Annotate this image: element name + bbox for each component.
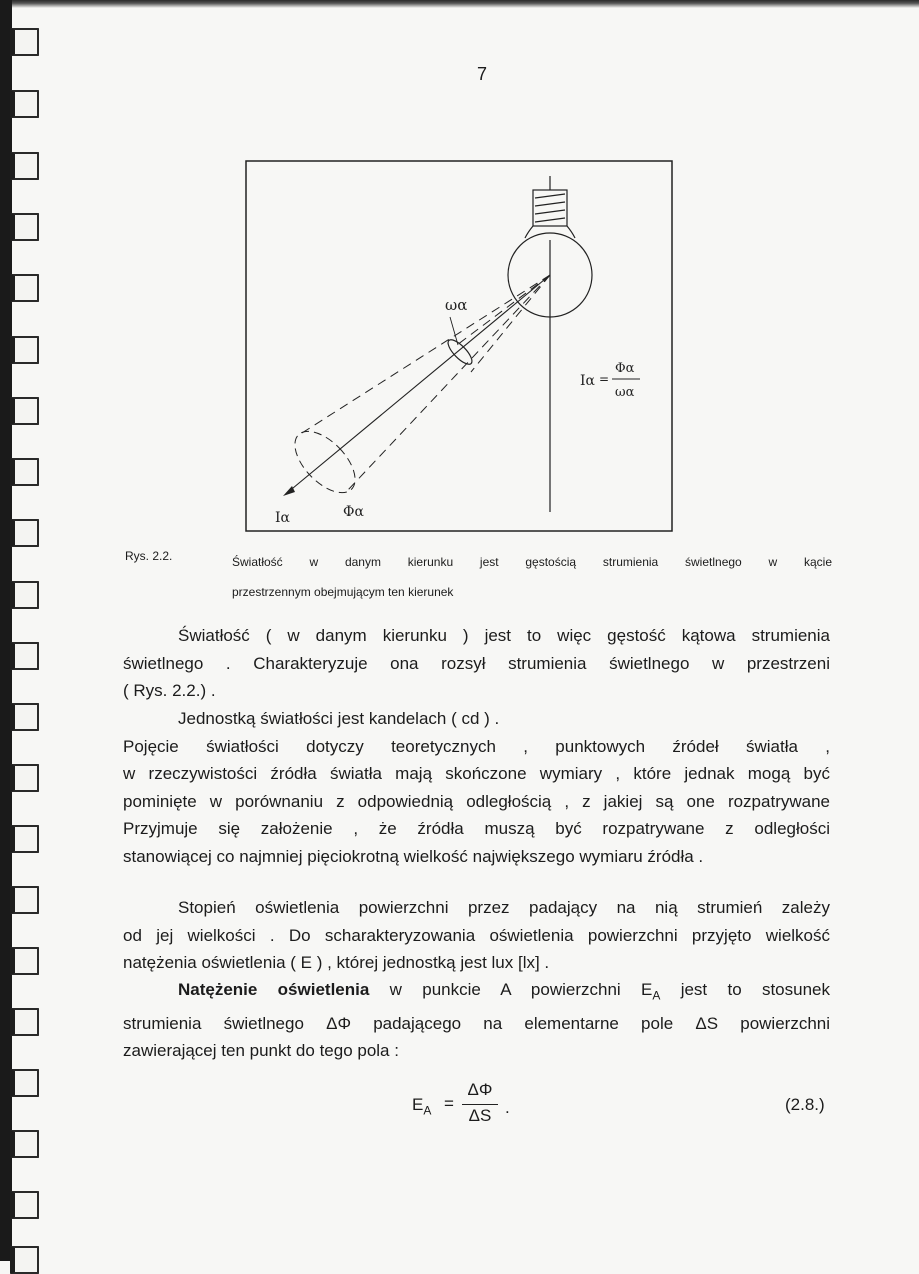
text-line: Światłość ( w danym kierunku ) jest to więc gęstość kątowa strumienia <box>178 626 830 645</box>
equation-illuminance <box>412 1080 522 1130</box>
binding-ring <box>6 636 40 670</box>
equation-number: (2.8.) <box>785 1095 825 1114</box>
bold-term: Natężenie oświetlenia <box>178 980 370 999</box>
text-line: od jej wielkości . Do scharakteryzowania oświetlenia powierzchni przyjęto wielkość <box>123 925 830 945</box>
binding-ring <box>6 819 40 853</box>
binding-ring <box>6 758 40 792</box>
binding-ring <box>6 146 40 180</box>
paragraph-illuminance-definition <box>123 976 830 1065</box>
text-line: strumienia świetlnego ΔΦ padającego na elementarne pole ΔS powierzchni <box>123 1013 830 1033</box>
caption-line: przestrzennym obejmującym ten kierunek <box>232 585 454 599</box>
text-line: stanowiącej co najmniej pięciokrotną wielkość największego wymiaru źródła . <box>123 846 704 866</box>
label-phi-alpha: Φα <box>343 504 364 520</box>
binding-ring <box>6 513 40 547</box>
binding-ring <box>6 1124 40 1158</box>
spiral-binding <box>0 0 46 1261</box>
caption-line: Światłość w danym kierunku jest gęstością strumienia świetlnego w kącie <box>232 555 832 569</box>
text-line: świetlnego . Charakteryzuje ona rozsył strumienia świetlnego w przestrzeni <box>123 653 830 673</box>
equation-trailing-dot: . <box>505 1098 510 1117</box>
text-line: natężenia oświetlenia ( E ) , której jednostką jest lux [lx] . <box>123 953 550 972</box>
svg-text:Φα: Φα <box>615 361 635 376</box>
figure-formula <box>580 361 640 400</box>
binding-ring <box>6 391 40 425</box>
paragraph-illumination <box>123 894 830 977</box>
equation-denominator: ΔS <box>468 1106 492 1125</box>
equation-equals: = <box>444 1094 454 1113</box>
text-line: ( Rys. 2.2.) . <box>123 681 216 700</box>
binding-ring <box>6 330 40 364</box>
label-i-alpha: Iα <box>275 510 290 526</box>
fraction-bar <box>462 1104 498 1105</box>
paragraph-luminous-intensity <box>123 622 830 705</box>
paragraph-unit-candela <box>123 705 830 870</box>
equation-numerator: ΔΦ <box>467 1080 493 1099</box>
binding-ring <box>6 84 40 118</box>
text-line: w rzeczywistości źródła światła mają skończone wymiary , które jednak mogą być <box>123 764 830 783</box>
text-line: pominięte w porównaniu z odpowiednią odległością , z jakiej są one rozpatrywane <box>123 791 830 811</box>
intensity-arrow <box>287 275 550 493</box>
figure-caption-label: Rys. 2.2. <box>125 549 173 563</box>
binding-ring <box>6 207 40 241</box>
binding-ring <box>6 1185 40 1219</box>
text-line: Natężenie oświetlenia w punkcie A powierzchni $E_A$ jest to stosunek <box>178 980 831 1003</box>
page-number: 7 <box>476 64 487 84</box>
binding-ring <box>6 1240 40 1274</box>
svg-text:Iα: Iα <box>580 373 595 389</box>
figure-caption-text <box>232 547 832 607</box>
binding-ring <box>6 268 40 302</box>
binding-ring <box>6 941 40 975</box>
binding-ring <box>6 697 40 731</box>
page-top-edge <box>0 0 919 8</box>
svg-text:=: = <box>599 372 610 386</box>
label-omega-alpha: ωα <box>445 296 468 314</box>
binding-ring <box>6 1063 40 1097</box>
binding-ring <box>6 575 40 609</box>
binding-ring <box>6 22 40 56</box>
text-line: Stopień oświetlenia powierzchni przez padający na nią strumień zależy <box>178 898 830 917</box>
figure-light-intensity <box>245 160 673 532</box>
binding-ring <box>6 1002 40 1036</box>
light-cone <box>302 275 550 490</box>
binding-ring <box>6 880 40 914</box>
svg-text:ωα: ωα <box>615 385 635 400</box>
binding-ring <box>6 452 40 486</box>
text-line: Jednostką światłości jest kandelach ( cd ) . <box>178 709 500 728</box>
text-line: zawierającej ten punkt do tego pola : <box>123 1041 399 1061</box>
text-line: Przyjmuje się założenie , że źródła muszą być rozpatrywane z odległości <box>123 819 830 838</box>
equation-lhs: $E_A$ <box>412 1095 432 1118</box>
text-line: Pojęcie światłości dotyczy teoretycznych , punktowych źródeł światła , <box>123 736 830 756</box>
